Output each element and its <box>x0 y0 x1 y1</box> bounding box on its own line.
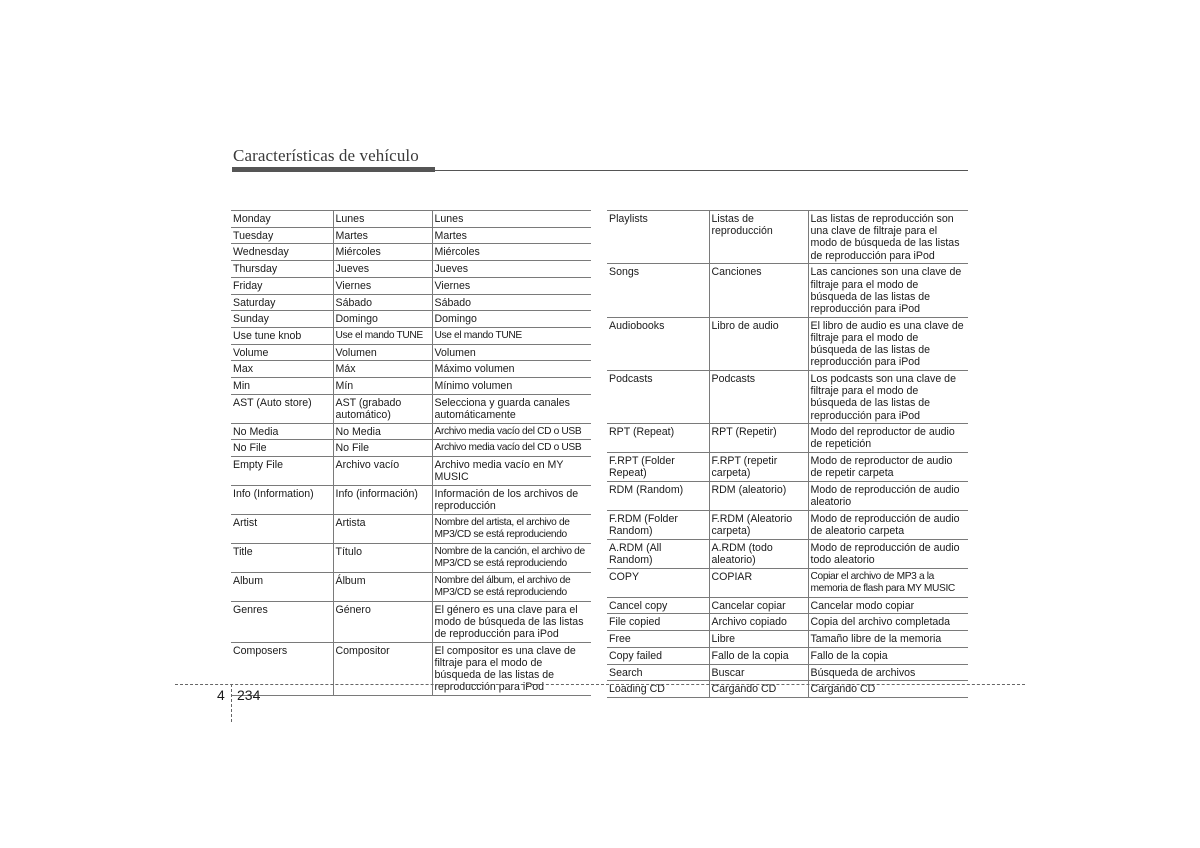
description-cell: Las canciones son una clave de filtraje para el modo de búsqueda de las listas de reproducción para iPod <box>808 264 968 317</box>
english-term-cell: Empty File <box>231 457 333 486</box>
description-cell: Martes <box>432 227 591 244</box>
english-term-cell: Tuesday <box>231 227 333 244</box>
spanish-term-cell: COPIAR <box>709 568 808 597</box>
description-cell: Las listas de reproducción son una clave de filtraje para el modo de búsqueda de las listas de reproducción para iPod <box>808 211 968 264</box>
spanish-term-cell: Listas de reproducción <box>709 211 808 264</box>
table-row <box>231 277 591 294</box>
english-term-cell: Album <box>231 572 333 601</box>
description-cell: Sábado <box>432 294 591 311</box>
spanish-term-cell: Artista <box>333 514 432 543</box>
table-row <box>231 244 591 261</box>
spanish-term-cell: Viernes <box>333 277 432 294</box>
description-cell: Use el mando TUNE <box>432 327 591 344</box>
description-cell: Cargando CD <box>808 681 968 698</box>
description-cell: Información de los archivos de reproducción <box>432 485 591 514</box>
table-row <box>231 642 591 695</box>
spanish-term-cell: Archivo vacío <box>333 457 432 486</box>
spanish-term-cell: Cargando CD <box>709 681 808 698</box>
description-cell: Archivo media vacío del CD o USB <box>432 440 591 457</box>
description-cell: Domingo <box>432 311 591 328</box>
page-number: 234 <box>237 687 261 703</box>
header-rule-thick <box>232 167 435 172</box>
description-cell: Copia del archivo completada <box>808 614 968 631</box>
spanish-term-cell: Jueves <box>333 261 432 278</box>
description-cell: Copiar el archivo de MP3 a la memoria de flash para MY MUSIC <box>808 568 968 597</box>
table-row <box>231 361 591 378</box>
english-term-cell: F.RPT (Folder Repeat) <box>607 453 709 482</box>
spanish-term-cell: AST (grabado automático) <box>333 394 432 423</box>
spanish-term-cell: Máx <box>333 361 432 378</box>
table-row <box>231 440 591 457</box>
english-term-cell: Composers <box>231 642 333 695</box>
spanish-term-cell: Fallo de la copia <box>709 647 808 664</box>
spanish-term-cell: Compositor <box>333 642 432 695</box>
table-row <box>231 261 591 278</box>
description-cell: Modo de reproducción de audio todo aleatorio <box>808 539 968 568</box>
english-term-cell: Audiobooks <box>607 317 709 370</box>
spanish-term-cell: Mín <box>333 378 432 395</box>
footer-separator <box>231 684 232 722</box>
spanish-term-cell: Álbum <box>333 572 432 601</box>
description-cell: Viernes <box>432 277 591 294</box>
english-term-cell: Thursday <box>231 261 333 278</box>
table-row <box>231 227 591 244</box>
table-row <box>231 457 591 486</box>
english-term-cell: Songs <box>607 264 709 317</box>
table-row <box>231 394 591 423</box>
spanish-term-cell: Buscar <box>709 664 808 681</box>
spanish-term-cell: Use el mando TUNE <box>333 327 432 344</box>
spanish-term-cell: Cancelar copiar <box>709 597 808 614</box>
english-term-cell: Monday <box>231 211 333 228</box>
description-cell: Mínimo volumen <box>432 378 591 395</box>
english-term-cell: Cancel copy <box>607 597 709 614</box>
spanish-term-cell: Libro de audio <box>709 317 808 370</box>
description-cell: Fallo de la copia <box>808 647 968 664</box>
description-cell: Archivo media vacío en MY MUSIC <box>432 457 591 486</box>
spanish-term-cell: F.RPT (repetir carpeta) <box>709 453 808 482</box>
table-row <box>231 294 591 311</box>
spanish-term-cell: Volumen <box>333 344 432 361</box>
description-cell: Cancelar modo copiar <box>808 597 968 614</box>
spanish-term-cell: Género <box>333 601 432 642</box>
spanish-term-cell: Archivo copiado <box>709 614 808 631</box>
spanish-term-cell: Lunes <box>333 211 432 228</box>
description-cell: Miércoles <box>432 244 591 261</box>
table-row <box>607 211 968 264</box>
english-term-cell: A.RDM (All Random) <box>607 539 709 568</box>
english-term-cell: No Media <box>231 423 333 440</box>
description-cell: Modo de reproductor de audio de repetir carpeta <box>808 453 968 482</box>
english-term-cell: Copy failed <box>607 647 709 664</box>
table-row <box>607 597 968 614</box>
spanish-term-cell: Martes <box>333 227 432 244</box>
table-row <box>231 485 591 514</box>
section-number: 4 <box>217 687 225 703</box>
table-row <box>607 539 968 568</box>
description-cell: Modo del reproductor de audio de repetición <box>808 424 968 453</box>
spanish-term-cell: No File <box>333 440 432 457</box>
description-cell: Búsqueda de archivos <box>808 664 968 681</box>
english-term-cell: Wednesday <box>231 244 333 261</box>
description-cell: Volumen <box>432 344 591 361</box>
description-cell: Jueves <box>432 261 591 278</box>
description-cell: Los podcasts son una clave de filtraje para el modo de búsqueda de las listas de reproducción para iPod <box>808 370 968 423</box>
table-row <box>231 211 591 228</box>
table-row <box>607 568 968 597</box>
table-row <box>607 482 968 511</box>
spanish-term-cell: A.RDM (todo aleatorio) <box>709 539 808 568</box>
table-row <box>607 647 968 664</box>
table-row <box>607 614 968 631</box>
spanish-term-cell: Título <box>333 543 432 572</box>
english-term-cell: Genres <box>231 601 333 642</box>
table-row <box>231 327 591 344</box>
english-term-cell: Artist <box>231 514 333 543</box>
spanish-term-cell: F.RDM (Aleatorio carpeta) <box>709 510 808 539</box>
table-row <box>607 424 968 453</box>
description-cell: Nombre del artista, el archivo de MP3/CD se está reproduciendo <box>432 514 591 543</box>
header-rule-thin <box>435 170 968 172</box>
table-row <box>231 543 591 572</box>
translation-table-left <box>231 210 591 696</box>
english-term-cell: Title <box>231 543 333 572</box>
spanish-term-cell: RDM (aleatorio) <box>709 482 808 511</box>
description-cell: Nombre del álbum, el archivo de MP3/CD se está reproduciendo <box>432 572 591 601</box>
english-term-cell: Max <box>231 361 333 378</box>
english-term-cell: No File <box>231 440 333 457</box>
english-term-cell: AST (Auto store) <box>231 394 333 423</box>
english-term-cell: Free <box>607 631 709 648</box>
english-term-cell: F.RDM (Folder Random) <box>607 510 709 539</box>
english-term-cell: Info (Information) <box>231 485 333 514</box>
table-row <box>607 264 968 317</box>
description-cell: Selecciona y guarda canales automáticamente <box>432 394 591 423</box>
english-term-cell: Sunday <box>231 311 333 328</box>
spanish-term-cell: Domingo <box>333 311 432 328</box>
english-term-cell: Loading CD <box>607 681 709 698</box>
footer-divider <box>175 684 1025 685</box>
page-title: Características de vehículo <box>233 146 419 165</box>
spanish-term-cell: Info (información) <box>333 485 432 514</box>
description-cell: El libro de audio es una clave de filtraje para el modo de búsqueda de las listas de reproducción para iPod <box>808 317 968 370</box>
spanish-term-cell: Miércoles <box>333 244 432 261</box>
table-row <box>607 631 968 648</box>
english-term-cell: RPT (Repeat) <box>607 424 709 453</box>
spanish-term-cell: Libre <box>709 631 808 648</box>
english-term-cell: Volume <box>231 344 333 361</box>
spanish-term-cell: Podcasts <box>709 370 808 423</box>
spanish-term-cell: Sábado <box>333 294 432 311</box>
description-cell: Máximo volumen <box>432 361 591 378</box>
description-cell: Tamaño libre de la memoria <box>808 631 968 648</box>
english-term-cell: Search <box>607 664 709 681</box>
table-row <box>231 378 591 395</box>
table-row <box>231 601 591 642</box>
table-row <box>231 572 591 601</box>
description-cell: Archivo media vacío del CD o USB <box>432 423 591 440</box>
english-term-cell: RDM (Random) <box>607 482 709 511</box>
translation-table-right <box>607 210 968 698</box>
description-cell: Lunes <box>432 211 591 228</box>
english-term-cell: Use tune knob <box>231 327 333 344</box>
table-row <box>607 317 968 370</box>
description-cell: Modo de reproducción de audio aleatorio <box>808 482 968 511</box>
english-term-cell: Saturday <box>231 294 333 311</box>
english-term-cell: File copied <box>607 614 709 631</box>
table-row <box>607 510 968 539</box>
spanish-term-cell: Canciones <box>709 264 808 317</box>
spanish-term-cell: RPT (Repetir) <box>709 424 808 453</box>
english-term-cell: Playlists <box>607 211 709 264</box>
description-cell: Nombre de la canción, el archivo de MP3/CD se está reproduciendo <box>432 543 591 572</box>
table-row <box>231 423 591 440</box>
table-row <box>607 370 968 423</box>
description-cell: Modo de reproducción de audio de aleatorio carpeta <box>808 510 968 539</box>
table-row <box>231 311 591 328</box>
table-row <box>607 664 968 681</box>
table-row <box>231 344 591 361</box>
english-term-cell: Friday <box>231 277 333 294</box>
description-cell: El compositor es una clave de filtraje para el modo de búsqueda de las listas de reproducción para iPod <box>432 642 591 695</box>
table-row <box>607 453 968 482</box>
spanish-term-cell: No Media <box>333 423 432 440</box>
english-term-cell: Min <box>231 378 333 395</box>
table-row <box>231 514 591 543</box>
english-term-cell: COPY <box>607 568 709 597</box>
description-cell: El género es una clave para el modo de búsqueda de las listas de reproducción para iPod <box>432 601 591 642</box>
english-term-cell: Podcasts <box>607 370 709 423</box>
